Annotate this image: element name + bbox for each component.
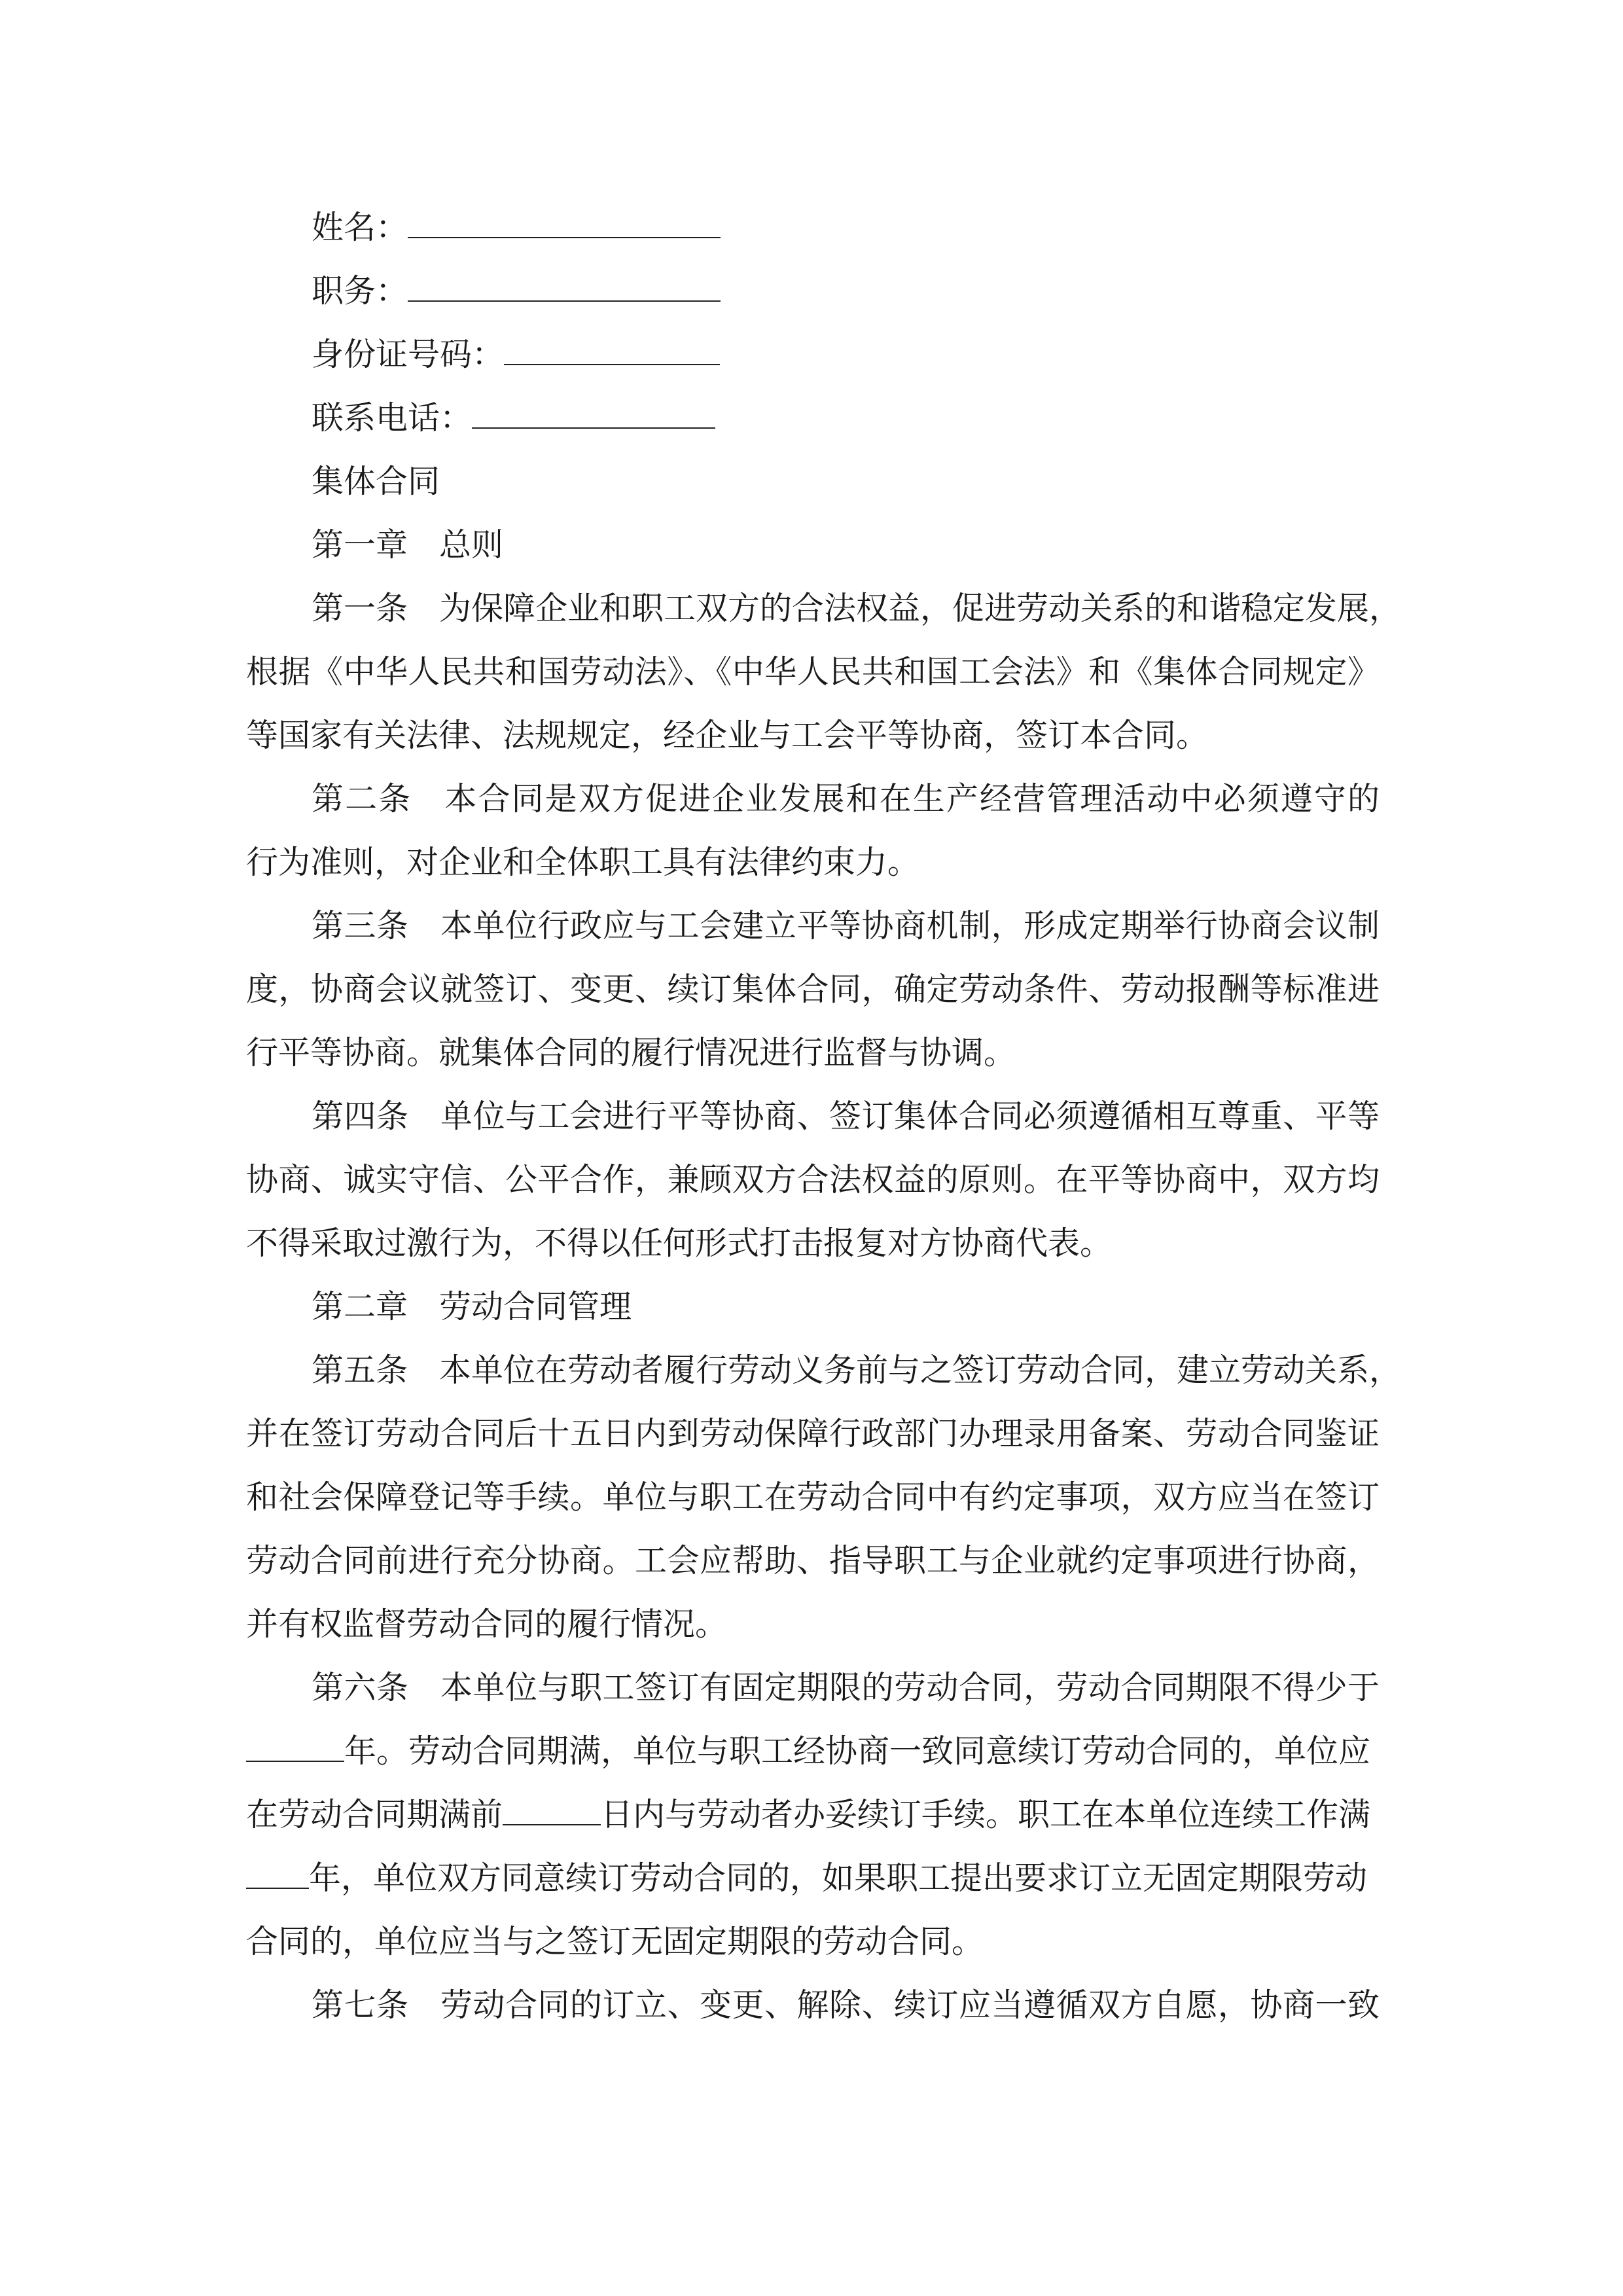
article-6-line-5: 合同的，单位应当与之签订无固定期限的劳动合同。 [246, 1923, 984, 1960]
article-2-number: 第二条 [312, 780, 412, 817]
article-3-number: 第三条 [312, 907, 409, 944]
article-1-number: 第一条 [312, 590, 408, 627]
article-2-line-1 [312, 776, 1380, 823]
position-field [312, 268, 721, 315]
article-6-number: 第六条 [312, 1669, 409, 1706]
article-6-text-3b: 日内与劳动者办妥续订手续。职工在本单位连续工作满 [601, 1796, 1371, 1833]
article-5-line-1 [312, 1347, 1402, 1394]
article-3-line-3: 行平等协商。就集体合同的履行情况进行监督与协调。 [246, 1034, 1016, 1071]
chapter-2-number: 第二章 [312, 1288, 408, 1325]
phone-field [312, 395, 715, 442]
id-number-field [312, 331, 720, 378]
chapter-1-heading [312, 522, 1380, 569]
article-2-line-2: 行为准则，对企业和全体职工具有法律约束力。 [246, 844, 920, 881]
article-5-line-4: 劳动合同前进行充分协商。工会应帮助、指导职工与企业就约定事项进行协商， [246, 1542, 1380, 1579]
chapter-2-heading [312, 1283, 1380, 1331]
name-field [312, 204, 721, 251]
id-number-label: 身份证号码： [312, 336, 505, 373]
article-1-line-2: 根据《中华人民共和国劳动法》、《中华人民共和国工会法》和《集体合同规定》 [246, 653, 1380, 691]
article-7-line-1 [312, 1982, 1380, 2029]
article-7-text-1: 劳动合同的订立、变更、解除、续订应当遵循双方自愿，协商一致 [440, 1986, 1380, 2024]
position-blank[interactable] [408, 272, 721, 302]
chapter-1-name: 总则 [439, 526, 504, 564]
chapter-1-number: 第一章 [312, 526, 408, 564]
article-1-text-1: 为保障企业和职工双方的合法权益，促进劳动关系的和谐稳定发展， [439, 590, 1402, 627]
article-5-number: 第五条 [312, 1352, 408, 1389]
phone-blank[interactable] [472, 399, 715, 429]
article-5-line-3: 和社会保障登记等手续。单位与职工在劳动合同中有约定事项，双方应当在签订 [246, 1479, 1380, 1516]
position-label: 职务： [312, 272, 408, 310]
article-6-text-1: 本单位与职工签订有固定期限的劳动合同，劳动合同期限不得少于 [440, 1669, 1380, 1706]
article-4-text-1: 单位与工会进行平等协商、签订集体合同必须遵循相互尊重、平等 [440, 1098, 1380, 1135]
article-7-number: 第七条 [312, 1986, 409, 2024]
document-title: 集体合同 [312, 463, 440, 500]
article-4-number: 第四条 [312, 1098, 409, 1135]
article-5-line-5: 并有权监督劳动合同的履行情况。 [246, 1605, 728, 1643]
article-4-line-1 [312, 1093, 1380, 1140]
article-5-line-2: 并在签订劳动合同后十五日内到劳动保障行政部门办理录用备案、劳动合同鉴证 [246, 1415, 1380, 1452]
article-1-line-3: 等国家有关法律、法规规定，经企业与工会平等协商，签订本合同。 [246, 717, 1209, 754]
article-6-text-2: 年。劳动合同期满，单位与职工经协商一致同意续订劳动合同的，单位应 [344, 1732, 1371, 1770]
article-5-text-1: 本单位在劳动者履行劳动义务前与之签订劳动合同，建立劳动关系， [439, 1352, 1402, 1389]
article-3-line-1 [312, 903, 1380, 950]
name-blank[interactable] [408, 208, 721, 238]
article-4-line-3: 不得采取过激行为，不得以任何形式打击报复对方协商代表。 [246, 1225, 1113, 1262]
article-6-line-2 [246, 1728, 1380, 1775]
article-6-text-4: 年，单位双方同意续订劳动合同的，如果职工提出要求订立无固定期限劳动 [309, 1859, 1368, 1897]
article-3-line-2: 度，协商会议就签订、变更、续订集体合同，确定劳动条件、劳动报酬等标准进 [246, 971, 1380, 1008]
article-6-line-3 [246, 1791, 1380, 1839]
id-number-blank[interactable] [504, 335, 720, 365]
article-3-text-1: 本单位行政应与工会建立平等协商机制，形成定期举行协商会议制 [440, 907, 1380, 944]
article-4-line-2: 协商、诚实守信、公平合作，兼顾双方合法权益的原则。在平等协商中，双方均 [246, 1161, 1380, 1198]
name-label: 姓名： [312, 209, 408, 246]
article-1-line-1 [312, 585, 1402, 632]
renewal-days-blank[interactable] [503, 1795, 601, 1825]
article-2-text-1: 本合同是双方促进企业发展和在生产经营管理活动中必须遵守的 [443, 780, 1380, 817]
continuous-service-years-blank[interactable] [246, 1859, 309, 1889]
contract-term-years-blank[interactable] [246, 1732, 344, 1762]
chapter-2-name: 劳动合同管理 [439, 1288, 632, 1325]
phone-label: 联系电话： [312, 399, 473, 437]
article-6-line-1 [312, 1664, 1380, 1712]
article-6-text-3a: 在劳动合同期满前 [246, 1796, 503, 1833]
article-6-line-4 [246, 1855, 1380, 1902]
